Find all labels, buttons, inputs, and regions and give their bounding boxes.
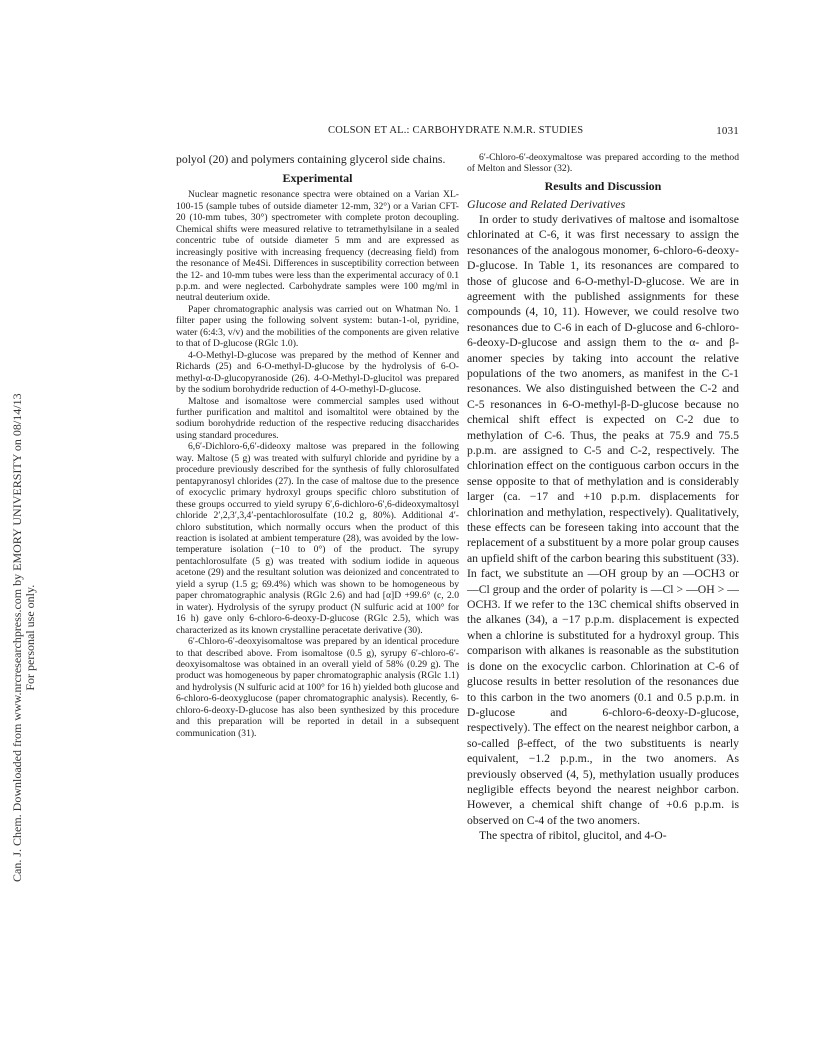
paragraph-glucose-derivatives: In order to study derivatives of maltose and isomaltose chlorinated at C-6, it was first necessary to assign the resonances of the analogous monomer, 6-chloro-6-deoxy-D-glucose. In Table 1, its resonances are compared to those of glucose and 6-O-methyl-D-glucose. We are in agreement with the published assignments for these compounds (4, 10, 11). However, we could resolve two resonances due to C-6 in each of D-glucose and 6-chloro-6-deoxy-D-glucose and assign them to the α- and β-anomer species by taking into account the relative populations of the two anomers, as manifest in the C-1 resonances. We also distinguished between the C-2 and C-5 resonances in 6-O-methyl-β-D-glucose because no chemical shift effect is expected on C-2 due to methylation of C-6. Thus, the peaks at 75.9 and 75.5 p.p.m. are assigned to C-5 and C-2, respectively. The chlorination effect on the contiguous carbon occurs in the sense opposite to that of methylation and is considerably larger (ca. −17 and +10 p.p.m. displacements for chlorination and methylation, respectively). Qualitatively, these effects can be foreseen taking into account that the replacement of a substituent by a more polar group causes an upfield shift of the carbon bearing this substituent (33). In fact, we substitute an —OH group by an —OCH3 or —Cl group and the order of polarity is —Cl > —OH > —OCH3. If we refer to the 13C chemical shifts observed in the alkanes (34), a −17 p.p.m. displacement is expected when a chlorine is substituted for a hydroxyl group. This comparison with alkanes is reasonable as the substitution is done on the exocyclic carbon. Chlorination at C-6 of glucose results in better resolution of the resonances due to this carbon in the two anomers (0.1 and 0.5 p.p.m. in D-glucose and 6-chloro-6-deoxy-D-glucose, respectively). The effect on the nearest neighbor carbon, a so-called β-effect, of the two substituents is nearly equivalent, −1.2 p.p.m., in the two anomers. As previously observed (4, 5), methylation usually produces negligible effects beyond the nearest neighbor carbon. However, a chemical shift change of +0.6 p.p.m. is observed on C-4 of the two anomers. (467, 212, 739, 827)
download-sidebar (0, 0, 37, 1056)
chloro-maltose-note: 6′-Chloro-6′-deoxymaltose was prepared according to the method of Melton and Slessor (32). (467, 152, 739, 175)
paragraph-spectra-start: The spectra of ribitol, glucitol, and 4-O- (479, 829, 667, 843)
left-column (176, 152, 459, 739)
running-title: COLSON ET AL.: CARBOHYDRATE N.M.R. STUDIES (328, 125, 584, 136)
page-number: 1031 (716, 125, 739, 137)
glucose-subheading: Glucose and Related Derivatives (467, 196, 626, 211)
paragraph-chromatography: Paper chromatographic analysis was carried out on Whatman No. 1 filter paper using the following solvent system: butan-1-ol, pyridine, water (6:4:3, v/v) and the mobilities of the components are given relative to that of D-glucose (RGlc 1.0). (176, 303, 459, 350)
download-notice-line1: Can. J. Chem. Downloaded from www.nrcresearchpress.com by EMORY UNIVERSITY on 08/14/13 (10, 393, 24, 882)
paragraph-methyl-glucose: 4-O-Methyl-D-glucose was prepared by the method of Kenner and Richards (25) and 6-O-methyl-D-glucose by the hydrolysis of 6-O-methyl-α-D-glucopyranoside (26). 4-O-Methyl-D-glucitol was prepared by the sodium borohydride reduction of 4-O-methyl-D-glucose. (176, 349, 459, 396)
paragraph-chloro-isomaltose: 6′-Chloro-6′-deoxyisomaltose was prepared by an identical procedure to that described above. From isomaltose (0.5 g), syrupy 6′-chloro-6′-deoxyisomaltose was obtained in an overall yield of 58% (0.29 g). The product was homogeneous by paper chromatographic analysis (RGlc 1.1) and hydrolysis (N sulfuric acid at 100° for 16 h) yielded both glucose and 6-chloro-6-deoxyglucose (paper chromatographic analysis). Recently, 6-chloro-6-deoxy-D-glucose has also been synthesized by this procedure and this preparation will be reported in detail in a subsequent communication (31). (176, 636, 459, 739)
experimental-heading: Experimental (282, 171, 353, 186)
results-heading: Results and Discussion (544, 178, 662, 193)
paragraph-nmr: Nuclear magnetic resonance spectra were obtained on a Varian XL-100-15 (sample tubes of outside diameter 12-mm, 32°) or a Varian CFT-20 (10-mm tubes, 30°) spectrometer with complete proton decoupling. Chemical shifts were measured relative to tetramethylsilane in a sealed concentric tube of outside diameter 5 mm and are expressed as increasingly positive with increasing frequency (decreasing field) from the resonance of Me4Si. Differences in susceptibility correction between the 12- and 10-mm tubes were less than the experimental accuracy of 0.1 p.p.m. and were neglected. Carbohydrate samples were 100 mg/ml in neutral deuterium oxide. (176, 189, 459, 304)
page-header (176, 125, 739, 139)
download-notice-line2: For personal use only. (23, 584, 37, 691)
paragraph-dichloro-maltose: 6,6′-Dichloro-6,6′-dideoxy maltose was prepared in the following way. Maltose (5 g) was treated with sulfuryl chloride and pyridine by a procedure previously described for the synthesis of fully chlorosulfated pentapyranosyl chlorides (27). In the case of maltose due to the presence of exocyclic primary hydroxyl groups specific chloro substitution of these groups occurred to yield syrupy 6′,6-dichloro-6′,6-dideoxymaltosyl chloride 2′,2,3′,3,4′-pentachlorosulfate (10.2 g, 80%). Additional 4′-chloro substitution, which normally occurs when the product of this reaction is isolated at ambient temperature (28), was avoided by the low-temperature isolation (−10 to 0°) of the product. The syrupy pentachlorosulfate (5 g) was treated with sodium iodide in aqueous acetone (29) and the resultant solution was deionized and concentrated to yield a syrup (1.5 g; 69.4%) which was shown to be homogeneous by paper chromatographic analysis (RGlc 2.6) and had [α]D +99.6° (c, 2.0 in water). Hydrolysis of the syrupy product (N sulfuric acid at 100° for 16 h) gave only 6-chloro-6-deoxy-D-glucose (RGlc 2.5), which was characterized as its known crystalline peracetate derivative (30). (176, 441, 459, 636)
right-column (467, 152, 739, 844)
paragraph-maltose-isomaltose: Maltose and isomaltose were commercial samples used without further purification and maltitol and isomaltitol were obtained by the sodium borohydride reduction of the respective reducing disaccharides using standard procedures. (176, 395, 459, 441)
intro-continuation: polyol (20) and polymers containing glycerol side chains. (176, 153, 446, 166)
download-notice (11, 393, 37, 882)
